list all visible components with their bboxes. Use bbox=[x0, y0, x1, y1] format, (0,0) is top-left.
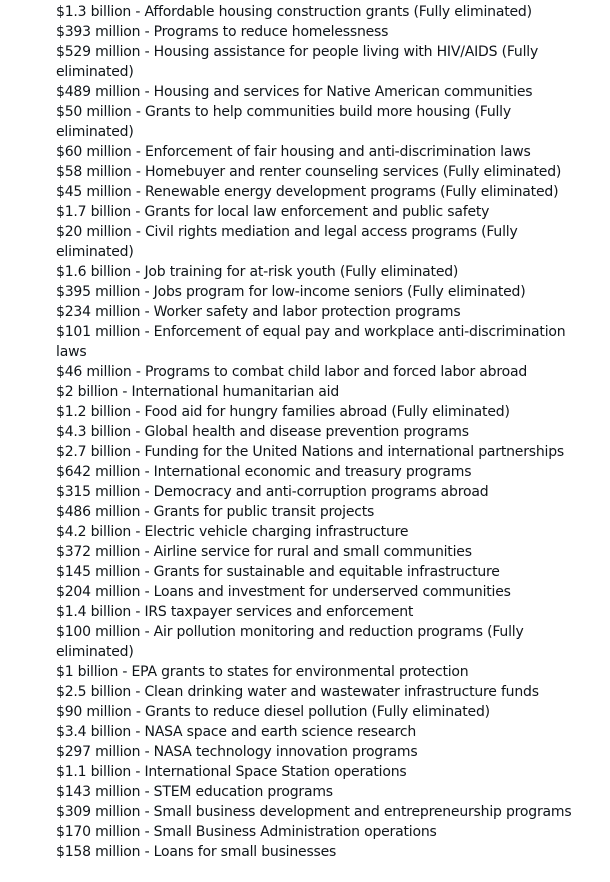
list-item: $50 million - Grants to help communities build more housing (Fully eliminated) bbox=[56, 104, 511, 140]
list-item: $2 billion - International humanitarian aid bbox=[56, 384, 340, 400]
list-item: $372 million - Airline service for rural and small communities bbox=[56, 544, 472, 560]
list-item: $395 million - Jobs program for low-income seniors (Fully eliminated) bbox=[56, 284, 526, 300]
list-item: $642 million - International economic and treasury programs bbox=[56, 464, 472, 480]
list-item: $489 million - Housing and services for Native American communities bbox=[56, 84, 533, 100]
list-item: $143 million - STEM education programs bbox=[56, 784, 333, 800]
list-item: $1.4 billion - IRS taxpayer services and enforcement bbox=[56, 604, 414, 620]
list-item: $2.5 billion - Clean drinking water and wastewater infrastructure funds bbox=[56, 684, 539, 700]
list-item: $4.3 billion - Global health and disease prevention programs bbox=[56, 424, 469, 440]
list-item: $170 million - Small Business Administration operations bbox=[56, 824, 437, 840]
list-item: $1.6 billion - Job training for at-risk youth (Fully eliminated) bbox=[56, 264, 459, 280]
list-item: $100 million - Air pollution monitoring and reduction programs (Fully eliminated) bbox=[56, 624, 524, 660]
list-item: $1 billion - EPA grants to states for environmental protection bbox=[56, 664, 469, 680]
page-margin bbox=[591, 0, 610, 882]
list-item: $1.7 billion - Grants for local law enforcement and public safety bbox=[56, 204, 490, 220]
list-item: $60 million - Enforcement of fair housing and anti-discrimination laws bbox=[56, 144, 531, 160]
list-item: $90 million - Grants to reduce diesel pollution (Fully eliminated) bbox=[56, 704, 490, 720]
list-item: $4.2 billion - Electric vehicle charging infrastructure bbox=[56, 524, 409, 540]
list-item: $204 million - Loans and investment for underserved communities bbox=[56, 584, 511, 600]
list-item: $2.7 billion - Funding for the United Nations and international partnerships bbox=[56, 444, 565, 460]
list-item: $315 million - Democracy and anti-corruption programs abroad bbox=[56, 484, 489, 500]
list-item: $46 million - Programs to combat child labor and forced labor abroad bbox=[56, 364, 528, 380]
list-item: $297 million - NASA technology innovation programs bbox=[56, 744, 418, 760]
list-item: $58 million - Homebuyer and renter counseling services (Fully eliminated) bbox=[56, 164, 562, 180]
list-item: $309 million - Small business development and entrepreneurship programs bbox=[56, 804, 572, 820]
list-item: $101 million - Enforcement of equal pay and workplace anti-discrimination laws bbox=[56, 324, 566, 360]
list-item: $1.1 billion - International Space Station operations bbox=[56, 764, 407, 780]
list-item: $45 million - Renewable energy development programs (Fully eliminated) bbox=[56, 184, 559, 200]
list-item: $145 million - Grants for sustainable and equitable infrastructure bbox=[56, 564, 500, 580]
list-item: $158 million - Loans for small businesses bbox=[56, 844, 337, 860]
list-item: $529 million - Housing assistance for people living with HIV/AIDS (Fully eliminated) bbox=[56, 44, 539, 80]
list-item: $234 million - Worker safety and labor protection programs bbox=[56, 304, 461, 320]
list-item: $1.3 billion - Affordable housing construction grants (Fully eliminated) bbox=[56, 4, 532, 20]
list-item: $3.4 billion - NASA space and earth science research bbox=[56, 724, 417, 740]
post-text bbox=[56, 2, 578, 862]
list-item: $393 million - Programs to reduce homelessness bbox=[56, 24, 389, 40]
list-item: $1.2 billion - Food aid for hungry families abroad (Fully eliminated) bbox=[56, 404, 510, 420]
list-item: $486 million - Grants for public transit projects bbox=[56, 504, 375, 520]
list-item: $20 million - Civil rights mediation and legal access programs (Fully eliminated) bbox=[56, 224, 518, 260]
